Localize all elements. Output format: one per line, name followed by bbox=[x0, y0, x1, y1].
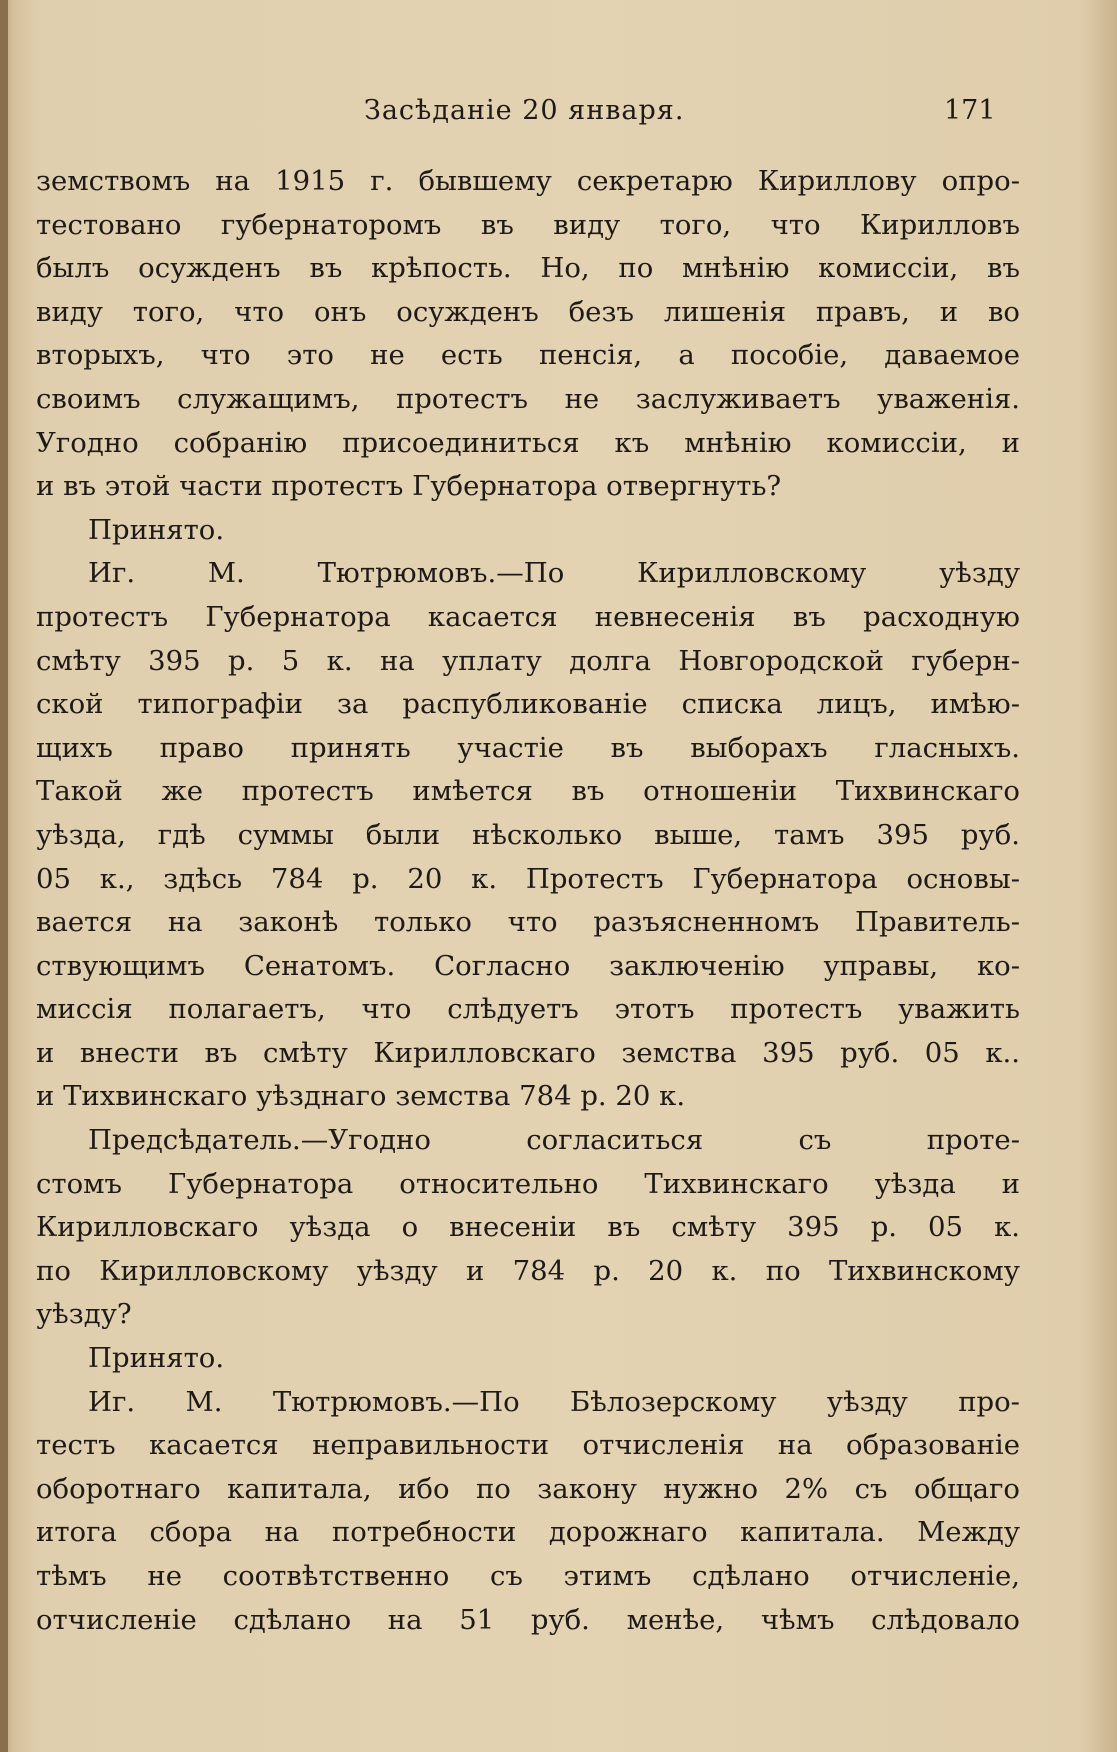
text-line bbox=[36, 1163, 1020, 1207]
text-line bbox=[36, 1119, 1020, 1163]
line-text: Принято. bbox=[88, 513, 225, 546]
text-line bbox=[36, 1555, 1020, 1599]
text-line bbox=[36, 378, 1020, 422]
speaker-name: Иг. М. Тютрюмовъ. bbox=[88, 557, 497, 590]
text-line bbox=[36, 160, 1020, 204]
text-line bbox=[36, 552, 1020, 596]
line-text: вается на законѣ только что разъясненномъ Правитель- bbox=[36, 906, 1020, 939]
text-line bbox=[36, 1468, 1020, 1512]
line-text: тѣмъ не соотвѣтственно съ этимъ сдѣлано отчисленіе, bbox=[36, 1560, 1020, 1592]
text-line bbox=[36, 247, 1020, 291]
line-text: итога сбора на потребности дорожнаго капитала. Между bbox=[36, 1516, 1020, 1549]
text-line bbox=[36, 596, 1020, 640]
text-line bbox=[36, 509, 1020, 553]
line-text: —Угодно согласиться съ проте- bbox=[300, 1124, 1020, 1157]
line-text: Принято. bbox=[88, 1342, 225, 1375]
text-line bbox=[36, 334, 1020, 378]
text-line bbox=[36, 1075, 1020, 1119]
line-text: смѣту 395 р. 5 к. на уплату долга Новгородской губерн- bbox=[36, 644, 1020, 677]
text-line bbox=[36, 727, 1020, 771]
line-text: щихъ право принять участіе въ выборахъ гласныхъ. bbox=[36, 731, 1020, 764]
header-title: Засѣданіе 20 января. bbox=[364, 95, 685, 126]
line-text: и Тихвинскаго уѣзднаго земства 784 р. 20 к. bbox=[36, 1080, 686, 1113]
text-line bbox=[36, 988, 1020, 1032]
text-line bbox=[36, 465, 1020, 509]
line-text: ствующимъ Сенатомъ. Согласно заключенію управы, ко- bbox=[36, 949, 1020, 982]
line-text: своимъ служащимъ, протестъ не заслуживаетъ уваженія. bbox=[36, 382, 1020, 415]
line-text: —По Бѣлозерскому уѣзду про- bbox=[451, 1385, 1020, 1418]
text-line bbox=[36, 422, 1020, 466]
line-text: тестовано губернаторомъ въ виду того, что Кирилловъ bbox=[36, 208, 1020, 241]
running-header bbox=[0, 95, 1117, 145]
text-line bbox=[36, 1250, 1020, 1294]
speaker-name: Предсѣдатель. bbox=[88, 1124, 301, 1157]
text-line bbox=[36, 640, 1020, 684]
line-text: уѣзду? bbox=[36, 1298, 132, 1331]
line-text: Угодно собранію присоединиться къ мнѣнію комиссіи, и bbox=[36, 426, 1020, 459]
text-line bbox=[36, 1293, 1020, 1337]
text-line bbox=[36, 1511, 1020, 1555]
text-line bbox=[36, 1032, 1020, 1076]
text-line bbox=[36, 814, 1020, 858]
text-line bbox=[36, 1424, 1020, 1468]
line-text: и въ этой части протестъ Губернатора отвергнуть? bbox=[36, 470, 782, 503]
text-line bbox=[36, 858, 1020, 902]
text-line bbox=[36, 1599, 1020, 1643]
line-text: уѣзда, гдѣ суммы были нѣсколько выше, тамъ 395 руб. bbox=[36, 818, 1020, 851]
speaker-name: Иг. М. Тютрюмовъ. bbox=[88, 1385, 452, 1418]
line-text: по Кирилловскому уѣзду и 784 р. 20 к. по Тихвинскому bbox=[36, 1254, 1020, 1287]
line-text: протестъ Губернатора касается невнесенія въ расходную bbox=[36, 600, 1020, 633]
line-text: —По Кирилловскому уѣзду bbox=[496, 557, 1020, 590]
line-text: ской типографіи за распубликованіе списка лицъ, имѣю- bbox=[36, 688, 1020, 721]
text-line bbox=[36, 1337, 1020, 1381]
line-text: вторыхъ, что это не есть пенсія, а пособіе, даваемое bbox=[36, 339, 1020, 372]
line-text: Кирилловскаго уѣзда о внесеніи въ смѣту 395 р. 05 к. bbox=[36, 1211, 1020, 1244]
line-text: отчисленіе сдѣлано на 51 руб. менѣе, чѣмъ слѣдовало bbox=[36, 1603, 1020, 1636]
text-line bbox=[36, 901, 1020, 945]
page-spine-edge bbox=[0, 0, 8, 1752]
text-line bbox=[36, 291, 1020, 335]
line-text: оборотнаго капитала, ибо по закону нужно 2% съ общаго bbox=[36, 1472, 1020, 1505]
line-text: Такой же протестъ имѣется въ отношеніи Тихвинскаго bbox=[36, 775, 1020, 808]
text-line bbox=[36, 770, 1020, 814]
text-line bbox=[36, 1206, 1020, 1250]
text-line bbox=[36, 204, 1020, 248]
line-text: и внести въ смѣту Кирилловскаго земства 395 руб. 05 к.. bbox=[36, 1036, 1020, 1069]
text-line bbox=[36, 945, 1020, 989]
line-text: виду того, что онъ осужденъ безъ лишенія правъ, и во bbox=[36, 295, 1020, 328]
line-text: тестъ касается неправильности отчисленія на образованіе bbox=[36, 1429, 1020, 1462]
body-text bbox=[36, 160, 1020, 1642]
text-line bbox=[36, 683, 1020, 727]
line-text: земствомъ на 1915 г. бывшему секретарю Кириллову опро- bbox=[36, 165, 1020, 197]
line-text: стомъ Губернатора относительно Тихвинскаго уѣзда и bbox=[36, 1167, 1020, 1200]
line-text: миссія полагаетъ, что слѣдуетъ этотъ протестъ уважить bbox=[36, 993, 1020, 1026]
page-number: 171 bbox=[944, 95, 996, 126]
line-text: 05 к., здѣсь 784 р. 20 к. Протестъ Губернатора основы- bbox=[36, 862, 1020, 895]
line-text: былъ осужденъ въ крѣпость. Но, по мнѣнію комиссіи, въ bbox=[36, 252, 1020, 285]
text-line bbox=[36, 1381, 1020, 1425]
